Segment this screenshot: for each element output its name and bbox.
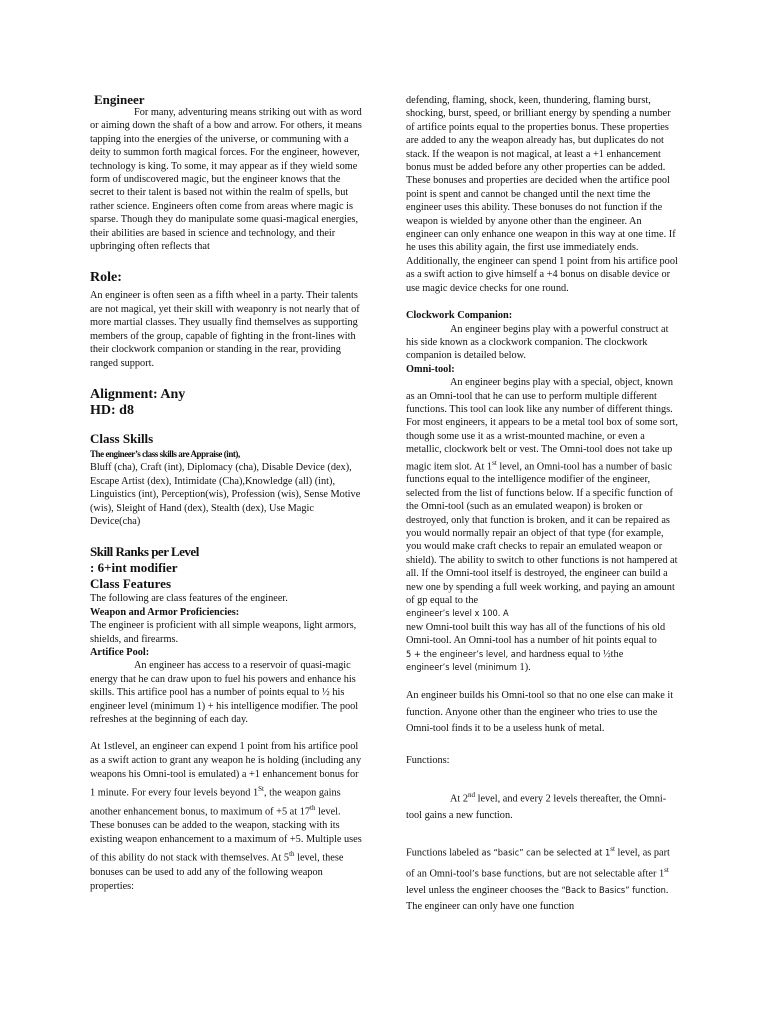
artifice-pool-text: An engineer has access to a reservoir of quasi-magic energy that he can draw upon to fuel his powers and enhance his skills. This artifice pool has a number of points equal to ½ his engineer level (minimum 1) + his intelligence modifier. The pool refreshes at the beginning of each day. [90, 660, 359, 725]
first-level-text-d: level, these bonuses can be used to add any of the following weapon properties: [90, 852, 344, 892]
omni-tool-paragraph [406, 376, 678, 607]
clockwork-companion-heading: Clockwork Companion: [406, 310, 513, 322]
second-level-sup: nd [468, 791, 476, 800]
basic-sup-1: st [610, 844, 615, 853]
first-level-sup-3: th [289, 850, 295, 859]
weapon-properties-paragraph: defending, flaming, shock, keen, thundering, flaming burst, shocking, burst, speed, or brilliant energy by spending a number of artifice points equal to the properties bonus. These properties are added to any the weapon already has, but duplicates do not stack. If the weapon is not magical, at least a +1 enhancement bonus must be added before any other properties can be added. These bonuses and properties are decided when the artifice pool point is spent and cannot be changed until the next time the engineer uses this ability. These bonuses do not function if the weapon is wielded by anyone other than the engineer. An engineer can only enhance one weapon in this way at one time. If he uses this ability again, the first use immediately ends. Additionally, the engineer can spend 1 point from his artifice pool as a swift action to give himself a +4 bonus on disable device or use magic device checks for one round. [406, 95, 678, 294]
omni-tool-rebuild-text: new Omni-tool built this way has all of the functions of his old Omni-tool. An Omni-tool has a number of hit points equal to [406, 621, 666, 647]
basic-text-g: the “Back to Basics” function [545, 884, 666, 896]
omni-tool-sup: st [492, 458, 497, 467]
omni-tool-text-a: An engineer begins play with a special, object, known as an Omni-tool that he can use to perform multiple different functions. This tool can look like any number of different things. For most engineers, it appears to be a metal tool box of some sort, though some use it as a wrist-mounted machine, or even a metallic, clockwork belt or vest. The Omni-tool does not take up magic item slot. At 1 [406, 377, 678, 472]
omni-tool-cost-line: engineer’s level x 100. A [406, 608, 509, 620]
basic-text-d: tool’s base functions, but [456, 868, 561, 880]
first-level-text-c: level. These bonuses can be added to the weapon, stacking with its existing weapon enhancement to a maximum of +5. Multiple uses of this ability do not stack with themselves. At 5 [90, 806, 362, 864]
first-level-sup-2: th [310, 803, 316, 812]
basic-text-c: level, as part of an Omni- [406, 847, 670, 880]
first-level-text-a: At 1stlevel, an engineer can expend 1 point from his artifice pool as a swift action to grant any weapon he is holding (including any weapons his Omni-tool is emulated) a +1 enhancement bonus for 1 minute. For every four levels beyond 1 [90, 741, 362, 799]
weapon-proficiencies-text: The engineer is proficient with all simple weapons, light armors, shields, and firearms. [90, 620, 357, 645]
omni-tool-level-text: engineer’s level (minimum [406, 662, 517, 674]
class-features-intro: The following are class features of the engineer. [90, 593, 288, 605]
basic-text-h: . The engineer can only have one function [406, 884, 669, 913]
clockwork-companion-text: An engineer begins play with a powerful construct at his side known as a clockwork companion. The clockwork companion is detailed below. [406, 323, 669, 362]
page-title: Engineer [94, 92, 145, 107]
basic-text-b: as “basic” can be selected at 1 [481, 847, 611, 859]
role-heading: Role: [90, 270, 122, 286]
omni-tool-text-b: level, an Omni-tool has a number of basic functions equal to the intelligence modifier of the engineer, selected from the list of functions below. If a specific function of the Omni-tool (such as an emulated weapon) is broken or destroyed, only that function is broken, and it can be repaired as you would normally repair an object of that type (for example, you would make craft checks to repair an emulated weapon or shield). The ability to switch to other functions is not hampered at all. If the Omni-tool itself is destroyed, the engineer can build a new one by spending a full week working, and paying an amount of gp equal to the [406, 460, 678, 607]
first-level-paragraph [90, 740, 362, 893]
intro-paragraph: For many, adventuring means striking out with as word or aiming down the shaft of a bow and arrow. For others, it means tapping into the energies of the universe, or communing with a deity to summon forth magical forces. For the engineer, however, technology is king. To some, it may appear as if they wield some form of undiscovered magic, but the engineer knows that the secret to their talent is based not within the realm of spells, but rather science. Engineers often come from areas where magic is sparse. Though they do manipulate some quasi-magical energies, their abilities are based in science and technology, and their upbringing often reflects that [90, 107, 362, 253]
omni-tool-builds-paragraph: An engineer builds his Omni-tool so that no one else can make it function. Anyone other than the engineer who tries to use the Omni-tool finds it to be a useless hunk of metal. [406, 690, 674, 735]
omni-tool-heading: Omni-tool: [406, 363, 455, 375]
skill-ranks-value: : 6+int modifier [90, 560, 178, 576]
omni-tool-level-end: 1). [516, 662, 531, 674]
class-skills-heading: Class Skills [90, 430, 154, 446]
skill-ranks-heading: Skill Ranks per Level [90, 544, 199, 560]
alignment-heading: Alignment: Any [90, 386, 186, 402]
class-features-heading: Class Features [90, 576, 172, 592]
basic-sup-2: st [664, 865, 669, 874]
left-column [90, 92, 362, 894]
omni-tool-hp-text: 5 + the engineer’s level, and [406, 648, 527, 660]
omni-tool-hardness-text: hardness equal to ½the [526, 648, 624, 660]
basic-text-f: level unless the engineer chooses [406, 884, 546, 896]
role-paragraph: An engineer is often seen as a fifth wheel in a party. Their talents are not magical, yet their skill with weaponry is not nearly that of more martial classes. They usually find themselves as supporting members of the group, capable of fighting in the front-lines with their clockwork companion or standing in the rear, providing ranged support. [90, 290, 360, 369]
right-column [406, 94, 678, 916]
class-skills-list: Bluff (cha), Craft (int), Diplomacy (cha), Disable Device (dex), Escape Artist (dex), Intimidate (Cha),Knowledge (all) (int), Linguistics (int), Perception(wis), Profession (wis), Sense Motive (wis), Sleight of Hand (dex), Stealth (dex), Use Magic Device(cha) [90, 462, 361, 527]
artifice-pool-heading: Artifice Pool: [90, 646, 150, 658]
functions-label: Functions: [406, 754, 450, 766]
second-level-paragraph [406, 787, 678, 824]
omni-tool-hp-line [406, 648, 678, 661]
first-level-text-b: , the weapon gains another enhancement bonus, to maximum of +5 at 17 [90, 787, 341, 818]
basic-text-e: are not selectable after 1 [560, 868, 665, 880]
basic-functions-paragraph [406, 841, 678, 916]
hd-heading: HD: d8 [90, 402, 134, 418]
basic-text-a: Functions labeled [406, 847, 482, 859]
class-skills-intro: The engineer’s class skills are Appraise (int), [90, 448, 240, 459]
weapon-proficiencies-heading: Weapon and Armor Proficiencies: [90, 606, 240, 618]
first-level-sup-1: St [258, 785, 264, 794]
second-level-text-b: level, and every 2 levels thereafter, the Omni-tool gains a new function. [406, 793, 667, 822]
second-level-text-a: At 2 [450, 793, 469, 805]
omni-tool-level-line [406, 661, 678, 674]
